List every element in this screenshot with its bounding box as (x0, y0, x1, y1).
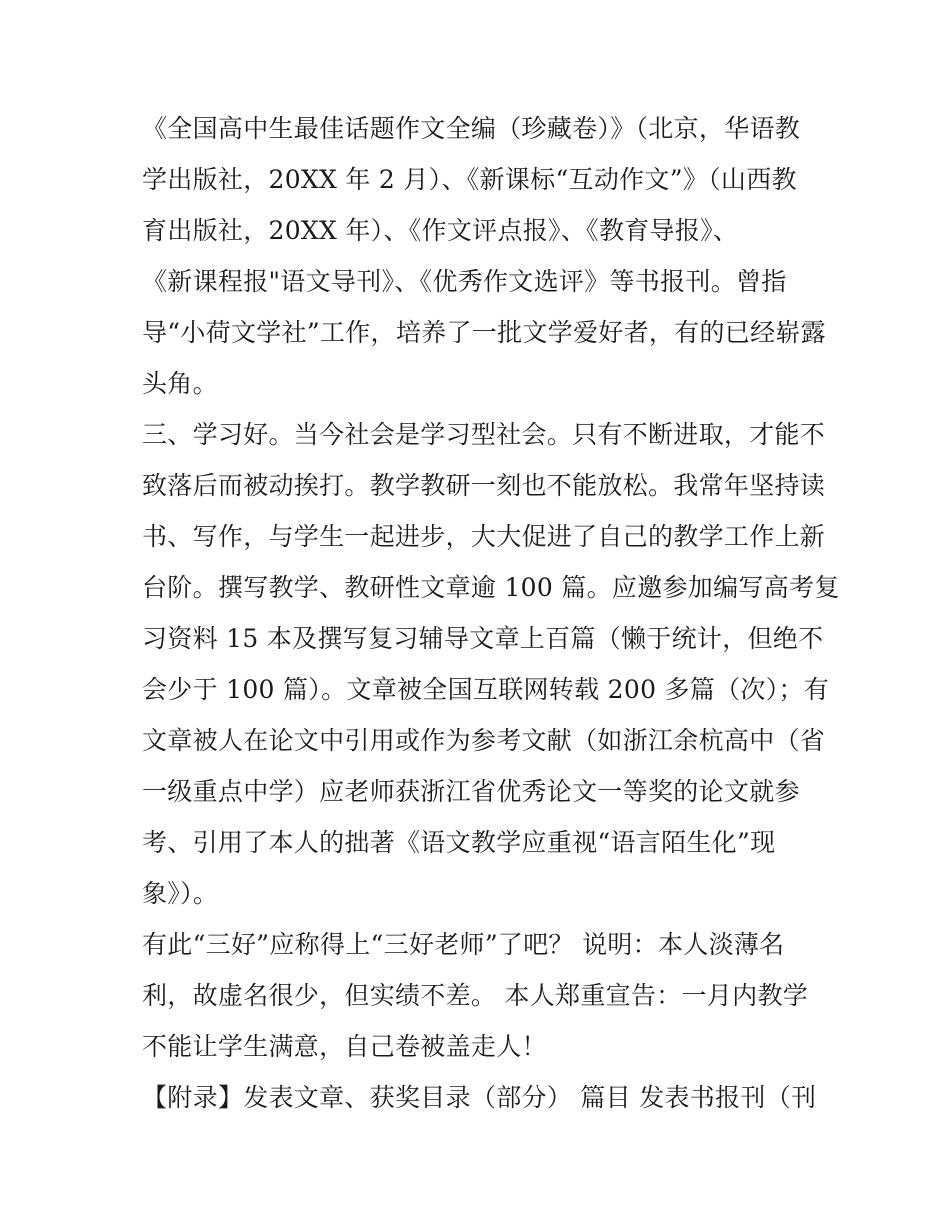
text-line: 有此“三好”应称得上“三好老师”了吧？ 说明：本人淡薄名 (142, 930, 785, 959)
text-line: 台阶。撰写教学、教研性文章逾 100 篇。应邀参加编写高考复 (142, 573, 840, 602)
text-line: 文章被人在论文中引用或作为参考文献（如浙江余杭高中（省 (142, 726, 826, 755)
text-line: 会少于 100 篇）。文章被全国互联网转载 200 多篇（次）；有 (142, 675, 830, 704)
text-line: 学出版社，20XX 年 2 月）、《新课标“互动作文”》（山西教 (142, 165, 797, 194)
text-line: 育出版社，20XX 年）、《作文评点报》、《教育导报》、 (142, 216, 739, 245)
text-line: 头角。 (142, 369, 218, 398)
text-line: 一级重点中学）应老师获浙江省优秀论文一等奖的论文就参 (142, 777, 800, 806)
text-line: 习资料 15 本及撰写复习辅导文章上百篇（懒于统计，但绝不 (142, 624, 824, 653)
text-line: 《全国高中生最佳话题作文全编（珍藏卷）》（北京，华语教 (142, 114, 801, 143)
text-line: 不能让学生满意，自己卷被盖走人！ (142, 1032, 547, 1061)
text-line: 利，故虚名很少，但实绩不差。 本人郑重宣告：一月内教学 (142, 981, 809, 1010)
text-line: 【附录】发表文章、获奖目录（部分） 篇目 发表书报刊（刊 (142, 1083, 817, 1112)
text-line: 《新课程报"语文导刊》、《优秀作文选评》等书报刊。曾指 (142, 267, 787, 296)
text-line: 书、写作，与学生一起进步，大大促进了自己的教学工作上新 (142, 522, 826, 551)
text-line: 三、学习好。当今社会是学习型社会。只有不断进取，才能不 (142, 420, 826, 449)
text-line: 象》）。 (142, 879, 219, 908)
text-line: 导“小荷文学社”工作，培养了一批文学爱好者，有的已经崭露 (142, 318, 826, 347)
text-line: 致落后而被动挨打。教学教研一刻也不能放松。我常年坚持读 (142, 471, 826, 500)
text-line: 考、引用了本人的拙著《语文教学应重视“语言陌生化”现 (142, 828, 776, 857)
